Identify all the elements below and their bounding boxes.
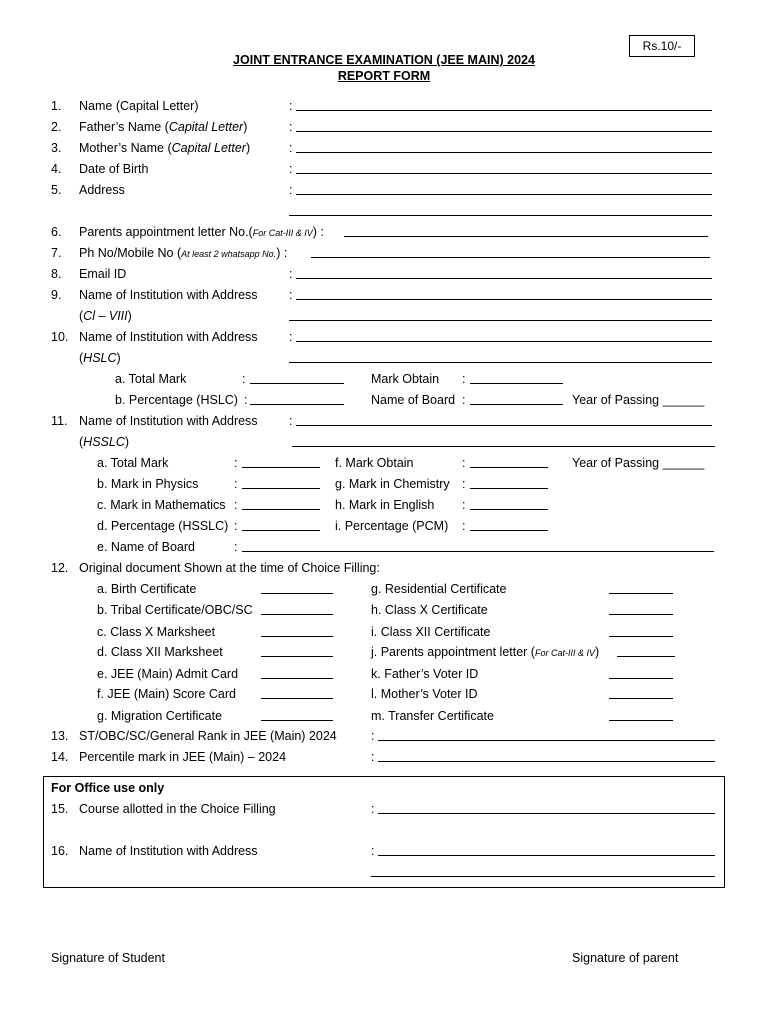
doc-class-x-marksheet-check[interactable] — [261, 636, 333, 637]
doc-birth-certificate-check[interactable] — [261, 593, 333, 594]
hslc-year-label: Year of Passing ______ — [572, 393, 705, 407]
item-number: 4. — [51, 162, 62, 176]
dob-label: Date of Birth — [79, 162, 149, 176]
doc-appointment-letter-check[interactable] — [617, 656, 675, 657]
doc-fathers-voter-id-check[interactable] — [609, 678, 673, 679]
hsslc-board-label: e. Name of Board — [97, 540, 195, 554]
item-number: 16. — [51, 844, 69, 858]
hsslc-mark-obtain-label: f. Mark Obtain — [335, 456, 414, 470]
doc-tribal-certificate: b. Tribal Certificate/OBC/SC — [97, 603, 253, 617]
item-number: 8. — [51, 267, 62, 281]
appointment-letter-label: Parents appointment letter No.(For Cat-III & IV) : — [79, 225, 324, 239]
fathers-name-field[interactable] — [296, 131, 712, 132]
item-number: 6. — [51, 225, 62, 239]
colon: : — [234, 498, 238, 512]
allotted-institution-field-line2[interactable] — [371, 876, 715, 877]
hsslc-year-label: Year of Passing ______ — [572, 456, 705, 470]
colon: : — [371, 750, 375, 764]
doc-mothers-voter-id: l. Mother’s Voter ID — [371, 687, 478, 701]
percentile-label: Percentile mark in JEE (Main) – 2024 — [79, 750, 287, 764]
institution-hsslc-field[interactable] — [296, 425, 712, 426]
name-field[interactable] — [296, 110, 712, 111]
colon: : — [289, 120, 293, 134]
institution-hsslc-sublabel: (HSSLC) — [79, 435, 130, 449]
doc-admit-card-check[interactable] — [261, 678, 333, 679]
hsslc-english-label: h. Mark in English — [335, 498, 435, 512]
institution-hsslc-label: Name of Institution with Address — [79, 414, 258, 428]
hsslc-physics-field[interactable] — [242, 488, 320, 489]
doc-score-card: f. JEE (Main) Score Card — [97, 687, 236, 701]
colon: : — [462, 393, 466, 407]
colon: : — [289, 288, 293, 302]
colon: : — [244, 393, 248, 407]
institution-hslc-sublabel: (HSLC) — [79, 351, 121, 365]
institution-viii-sublabel: (Cl – VIII) — [79, 309, 132, 323]
hsslc-chemistry-field[interactable] — [470, 488, 548, 489]
item-number: 15. — [51, 802, 69, 816]
item-number: 14. — [51, 750, 69, 764]
colon: : — [462, 456, 466, 470]
hslc-total-mark-label: a. Total Mark — [115, 372, 187, 386]
hsslc-chemistry-label: g. Mark in Chemistry — [335, 477, 450, 491]
doc-class-xii-marksheet: d. Class XII Marksheet — [97, 645, 223, 659]
allotted-institution-field[interactable] — [378, 855, 715, 856]
colon: : — [371, 802, 375, 816]
dob-field[interactable] — [296, 173, 712, 174]
allotted-institution-label: Name of Institution with Address — [79, 844, 258, 858]
doc-birth-certificate: a. Birth Certificate — [97, 582, 197, 596]
doc-class-xii-certificate-check[interactable] — [609, 636, 673, 637]
doc-migration-certificate-check[interactable] — [261, 720, 333, 721]
hsslc-total-mark-label: a. Total Mark — [97, 456, 169, 470]
phone-label: Ph No/Mobile No (At least 2 whatsapp No.) : — [79, 246, 288, 260]
address-label: Address — [79, 183, 125, 197]
course-allotted-field[interactable] — [378, 813, 715, 814]
colon: : — [289, 162, 293, 176]
hsslc-mathematics-field[interactable] — [242, 509, 320, 510]
colon: : — [242, 372, 246, 386]
course-allotted-label: Course allotted in the Choice Filling — [79, 802, 276, 816]
colon: : — [289, 330, 293, 344]
institution-hsslc-field-line2[interactable] — [292, 446, 715, 447]
institution-hslc-label: Name of Institution with Address — [79, 330, 258, 344]
hslc-percentage-field[interactable] — [250, 404, 344, 405]
item-number: 7. — [51, 246, 62, 260]
rank-field[interactable] — [378, 740, 715, 741]
item-number: 13. — [51, 729, 69, 743]
phone-field[interactable] — [311, 257, 710, 258]
hslc-mark-obtain-label: Mark Obtain — [371, 372, 440, 386]
colon: : — [462, 498, 466, 512]
doc-class-x-marksheet: c. Class X Marksheet — [97, 625, 216, 639]
hsslc-board-field[interactable] — [242, 551, 714, 552]
student-signature-label: Signature of Student — [51, 951, 165, 965]
doc-fathers-voter-id: k. Father’s Voter ID — [371, 667, 479, 681]
doc-class-xii-certificate: i. Class XII Certificate — [371, 625, 491, 639]
doc-score-card-check[interactable] — [261, 698, 333, 699]
doc-residential-certificate-check[interactable] — [609, 593, 673, 594]
colon: : — [234, 477, 238, 491]
colon: : — [289, 414, 293, 428]
office-use-heading: For Office use only — [51, 781, 165, 795]
address-field[interactable] — [296, 194, 712, 195]
hsslc-english-field[interactable] — [470, 509, 548, 510]
hslc-board-label: Name of Board — [371, 393, 456, 407]
item-number: 3. — [51, 141, 62, 155]
address-field-line2[interactable] — [289, 215, 712, 216]
colon: : — [289, 183, 293, 197]
hsslc-mark-obtain-field[interactable] — [470, 467, 548, 468]
documents-heading: Original document Shown at the time of Choice Filling: — [79, 561, 380, 575]
fathers-name-label: Father’s Name (Capital Letter) — [79, 120, 248, 134]
form-subtitle: REPORT FORM — [337, 69, 431, 83]
colon: : — [289, 141, 293, 155]
institution-hslc-field-line2[interactable] — [289, 362, 712, 363]
item-number: 2. — [51, 120, 62, 134]
colon: : — [234, 540, 238, 554]
colon: : — [462, 519, 466, 533]
doc-appointment-letter: j. Parents appointment letter (For Cat-III & IV) — [371, 645, 600, 659]
item-number: 11. — [51, 414, 68, 428]
hsslc-mathematics-label: c. Mark in Mathematics — [97, 498, 226, 512]
hsslc-percentage-label: d. Percentage (HSSLC) — [97, 519, 229, 533]
hsslc-percentage-field[interactable] — [242, 530, 320, 531]
doc-admit-card: e. JEE (Main) Admit Card — [97, 667, 239, 681]
institution-viii-field[interactable] — [296, 299, 712, 300]
form-title: JOINT ENTRANCE EXAMINATION (JEE MAIN) 2024 — [233, 53, 535, 67]
doc-tribal-certificate-check[interactable] — [261, 614, 333, 615]
hsslc-pcm-label: i. Percentage (PCM) — [335, 519, 449, 533]
institution-hslc-field[interactable] — [296, 341, 712, 342]
doc-transfer-certificate: m. Transfer Certificate — [371, 709, 494, 723]
hslc-total-mark-field[interactable] — [250, 383, 344, 384]
appointment-letter-field[interactable] — [344, 236, 708, 237]
colon: : — [289, 99, 293, 113]
price-stamp: Rs.10/- — [629, 35, 695, 57]
item-number: 9. — [51, 288, 62, 302]
item-number: 1. — [51, 99, 62, 113]
institution-viii-label: Name of Institution with Address — [79, 288, 258, 302]
colon: : — [462, 477, 466, 491]
doc-class-xii-marksheet-check[interactable] — [261, 656, 333, 657]
colon: : — [234, 519, 238, 533]
rank-label: ST/OBC/SC/General Rank in JEE (Main) 2024 — [79, 729, 337, 743]
hsslc-total-mark-field[interactable] — [242, 467, 320, 468]
colon: : — [371, 729, 375, 743]
doc-residential-certificate: g. Residential Certificate — [371, 582, 507, 596]
doc-mothers-voter-id-check[interactable] — [609, 698, 673, 699]
institution-viii-field-line2[interactable] — [289, 320, 712, 321]
hslc-board-field[interactable] — [470, 404, 563, 405]
hsslc-physics-label: b. Mark in Physics — [97, 477, 199, 491]
colon: : — [289, 267, 293, 281]
mothers-name-field[interactable] — [296, 152, 712, 153]
item-number: 5. — [51, 183, 62, 197]
percentile-field[interactable] — [378, 761, 715, 762]
doc-class-x-certificate-check[interactable] — [609, 614, 673, 615]
name-label: Name (Capital Letter) — [79, 99, 199, 113]
mothers-name-label: Mother’s Name (Capital Letter) — [79, 141, 251, 155]
colon: : — [371, 844, 375, 858]
hslc-percentage-label: b. Percentage (HSLC) — [115, 393, 238, 407]
hsslc-pcm-field[interactable] — [470, 530, 548, 531]
item-number: 10. — [51, 330, 69, 344]
parent-signature-label: Signature of parent — [572, 951, 679, 965]
doc-migration-certificate: g. Migration Certificate — [97, 709, 223, 723]
doc-class-x-certificate: h. Class X Certificate — [371, 603, 488, 617]
item-number: 12. — [51, 561, 69, 575]
hslc-mark-obtain-field[interactable] — [470, 383, 563, 384]
email-label: Email ID — [79, 267, 127, 281]
colon: : — [234, 456, 238, 470]
email-field[interactable] — [296, 278, 712, 279]
colon: : — [462, 372, 466, 386]
doc-transfer-certificate-check[interactable] — [609, 720, 673, 721]
